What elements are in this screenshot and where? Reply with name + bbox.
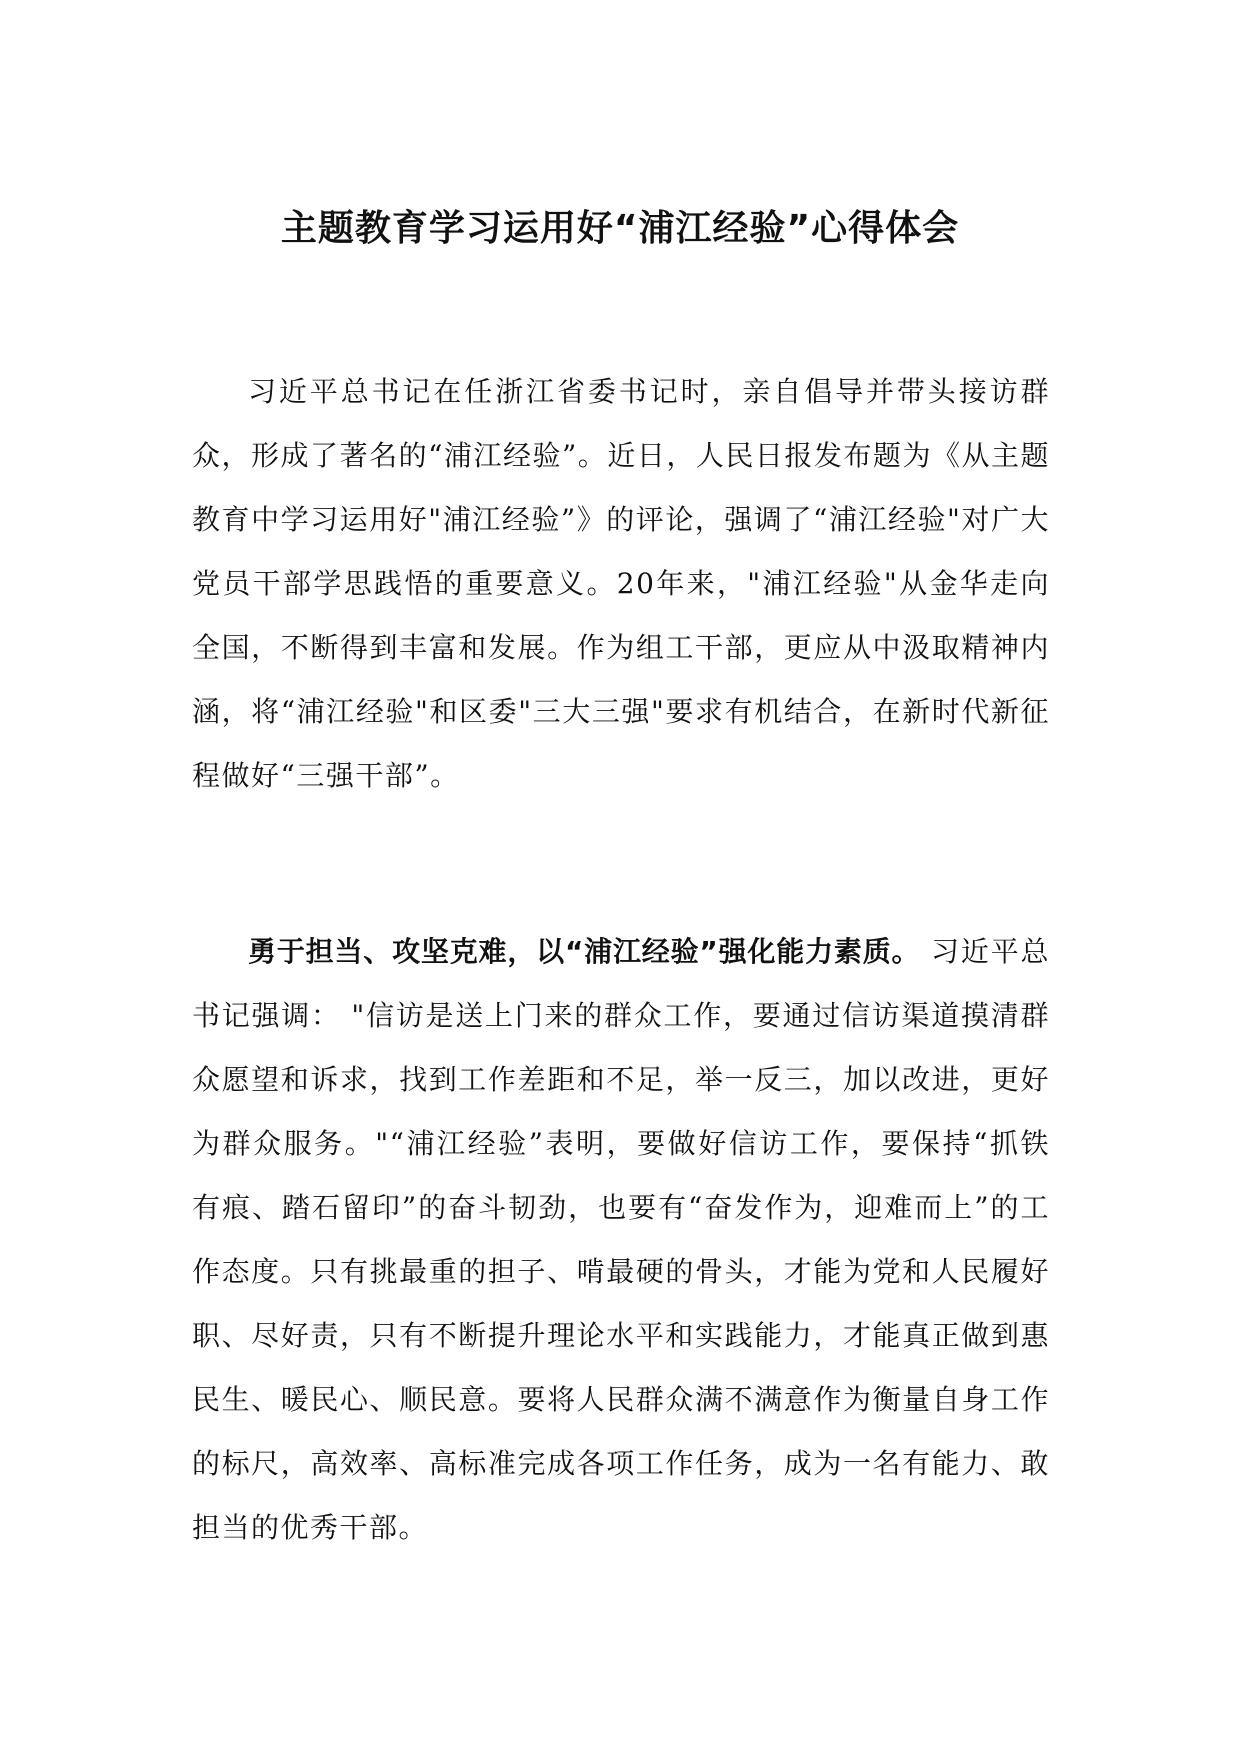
section-heading: 勇于担当、攻坚克难，以“浦江经验”强化能力素质。 <box>248 935 921 968</box>
document-title: 主题教育学习运用好“浦江经验”心得体会 <box>280 208 960 249</box>
paragraph-intro: 习近平总书记在任浙江省委书记时，亲自倡导并带头接访群众，形成了著名的“浦江经验”。近日，人民日报发布题为《从主题教育中学习运用好"浦江经验”》的评论，强调了“浦江经验"对广大党员干部学思践悟的重要意义。20年来，"浦江经验"从金华走向全国，不断得到丰富和发展。作为组工干部，更应从中汲取精神内涵，将“浦江经验"和区委"三大三强"要求有机结合，在新时代新征程做好“三强干部”。 <box>192 375 1050 792</box>
paragraph-section-1 <box>192 920 1050 1560</box>
section-body: 习近平总书记强调： "信访是送上门来的群众工作，要通过信访渠道摸清群众愿望和诉求，找到工作差距和不足，举一反三，加以改进，更好为群众服务。"“浦江经验”表明，要做好信访工作，要保持“抓铁有痕、踏石留印”的奋斗韧劲，也要有“奋发作为，迎难而上”的工作态度。只有挑最重的担子、啃最硬的骨头，才能为党和人民履好职、尽好责，只有不断提升理论水平和实践能力，才能真正做到惠民生、暖民心、顺民意。要将人民群众满不满意作为衡量自身工作的标尺，高效率、高标准完成各项工作任务，成为一名有能力、敢担当的优秀干部。 <box>192 935 1050 1544</box>
